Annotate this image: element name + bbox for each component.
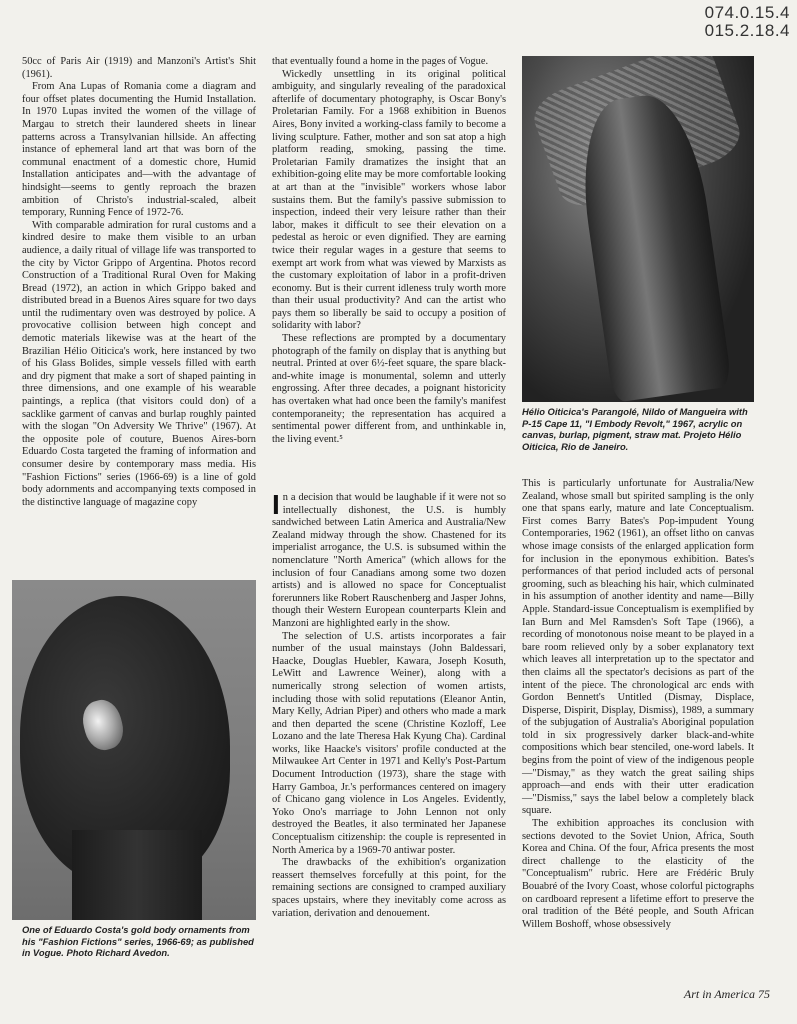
photo-gold-ornament-profile	[12, 580, 256, 920]
page-footer	[640, 987, 770, 1002]
magazine-name: Art in America	[683, 987, 755, 1001]
page-number: 75	[758, 987, 770, 1001]
archive-stamp-line1: 074.0.15.4	[704, 3, 790, 22]
paragraph-with-dropcap	[272, 489, 506, 631]
paragraph: With comparable admiration for rural customs and a kindred desire to make them visible to an urban audience, a daily ritual of village life was transported to the city by Victor Grippo of Argentina. Photos record Construction of a Traditional Rural Oven for Making Bread (1972), an action in which Grippo baked and distributed bread in a Buenos Aires square for two days until the rudimentary oven was destroyed by police. A provocative collision between high concept and demotic materials likewise was at the heart of the Brazilian Hélio Oiticica's work, here instanced by two of his Glass Bolides, simple vessels filled with earth and dry pigment that make a sort of shaped painting in three dimensions, and one example of his wearable paintings, a replica (that visitors could don) of a sacklike garment of canvas and burlap roughly painted with the slogan "On Adversity We Thrive" (1967). At the opposite pole of couture, Buenos Aires-born Eduardo Costa targeted the framing of information and consumer desire by contemporary mass media. His "Fashion Fictions" series (1966-69) is a line of gold body adornments and accompanying texts composed in the distinctive language of magazine copy	[22, 219, 256, 508]
paragraph: that eventually found a home in the pages of Vogue.	[272, 56, 489, 67]
paragraph-text: n a decision that would be laughable if it were not so intellectually dishonest, the U.S. is humbly sandwiched between Latin America and Australia/New Zealand midway through the show. Chastened for its imperialist arrogance, the U.S. is subsumed within the nomenclature "North America" (which allows for the inclusion of four Canadians among some two dozen artists) and is allowed no space for Conceptualist forerunners like Robert Rauschenberg and Jasper Johns, though their Western European counterparts Klein and Manzoni are highlighted early in the show.	[272, 492, 506, 629]
text-column-middle	[272, 56, 506, 446]
drop-cap: I	[272, 489, 280, 520]
archive-stamp-line2: 015.2.18.4	[704, 21, 790, 40]
text-column-middle-section	[272, 489, 506, 920]
paragraph: 50cc of Paris Air (1919) and Manzoni's Artist's Shit (1961).	[22, 56, 256, 80]
paragraph: Wickedly unsettling in its original political ambiguity, and singularly revealing of the paradoxical afterlife of documentary photography, is Oscar Bony's Proletarian Family. For a 1968 exhibition in Buenos Aires, Bony invited a working-class family to become a living sculpture. Father, mother and son sat atop a high platform reading, smoking, passing the time. Proletarian Family dramatizes the insight that an exhibition-going elite may be more comfortable looking at art than at the "invisible" workers whose labor sustains them. But the family's passive submission to inspection, indeed their very leisure rather than their labor, makes it difficult to see their elevation on a pedestal as heroic or even dignified. They are earning twice their regular wages in a gesture that seems to exempt art work from what was viewed by Marxists as the customary exploitation of labor in a profit-driven economy. But is their current idleness truly worth more than their usual productivity? And can the artist who pays them so liberally be said to occupy a position of solidarity with labor?	[272, 68, 506, 332]
paragraph: This is particularly unfortunate for Australia/New Zealand, whose small but spirited sampling is the only one that spans early, mature and late Conceptualism. First comes Barry Bates's Pop-impudent Young Contemporaries, 1962 (1961), an offset litho on canvas whose image consists of the enlarged application form for inclusion in the eponymous exhibition. Bates's performances of that period included acts of personal grooming, such as bleaching his hair, which culminated in his assumption of another identity and name—Billy Apple. Standard-issue Conceptualism is exemplified by Ian Burn and Mel Ramsden's Soft Tape (1966), a recording of monotonous noise meant to be played in a bare room relieved only by a sober explanatory text which leaves all interpretation up to the spectator and then claims all the spectator's decisions as part of the intent of the piece. The chronological arc ends with Gordon Bennett's Untitled (Dismay, Displace, Disperse, Dispirit, Display, Dismiss), 1989, a summary of the subjugation of Australia's Aboriginal population told in six progressively darker black-and-white compositions which bear stenciled, one-word labels. It begins from the point of view of the indigenous people—"Dismay," as they watch the great sailing ships approach—and ends with their utter eradication—"Dismiss," says the label below a completely black square.	[522, 478, 754, 817]
archive-stamp	[660, 4, 790, 40]
photo-neck-shape	[72, 830, 202, 920]
paragraph: From Ana Lupas of Romania come a diagram and four offset plates documenting the Humid Installation. In 1970 Lupas invited the women of the village of Margau to stretch their laundered sheets in linear patterns across a Transylvanian hillside. An affecting instance of ephemeral land art that was born of the communal enactment of a domestic chore, Humid Installation anticipates and—with the advantage of hindsight—seems to gently reproach the brazen ambition of Christo's industrial-scaled, albeit temporary, Running Fence of 1972-76.	[22, 81, 256, 219]
paragraph: The selection of U.S. artists incorporates a fair number of the usual mainstays (John Baldessari, Haacke, Douglas Huebler, Kawara, Joseph Kosuth, LeWitt and Lawrence Weiner), along with a numerically strong selection of women artists, including those with solid reputations (Eleanor Antin, Mary Kelly, Adrian Piper) and others who made a mark and then departed the scene (Christine Kozloff, Lee Lozano and the late Theresa Hak Kyung Cha). Cardinal works, like Haacke's visitors' profile conducted at the Milwaukee Art Center in 1971 and Kelly's Post-Partum Document Introduction (1973), share the stage with Harry Gamboa, Jr.'s performances centered on imagery of Chicano gang violence in Los Angeles. Evidently, Yoko Ono's marriage to John Lennon not only destroyed the Beatles, it also terminated her Japanese Conceptualism citizenship: the couple is represented in North America by a 1969-70 antiwar poster.	[272, 630, 506, 856]
paragraph: These reflections are prompted by a documentary photograph of the family on display that is anything but neutral. Printed at over 6½-feet square, the spare black-and-white image is monumental, solemn and utterly engrossing. After three decades, a poignant historicity has overtaken what had once been the family's manifest contemporaneity; the representation has acquired a sentimental power different from, and unthinkable in, the living event.⁵	[272, 333, 506, 445]
photo-caption: Hélio Oiticica's Parangolé, Nildo of Mangueira with P-15 Cape 11, "I Embody Revolt," 1967, acrylic on canvas, burlap, pigment, straw mat. Projeto Hélio Oiticica, Rio de Janeiro.	[522, 406, 748, 452]
text-column-left	[22, 56, 256, 509]
photo-caption: One of Eduardo Costa's gold body ornaments from his "Fashion Fictions" series, 1966-69; as published in Vogue. Photo Richard Avedon.	[22, 924, 254, 959]
photo-parangole	[522, 56, 754, 402]
text-column-right	[522, 478, 754, 931]
paragraph: The exhibition approaches its conclusion with sections devoted to the Soviet Union, Africa, South Korea and China. Of the four, Africa presents the most direct challenge to the elasticity of the "Conceptualism" rubric. Here are Frédéric Bruly Bouabré of the Ivory Coast, whose colorful pictographs on cardboard represent a lifetime effort to preserve the oral tradition of the Bété people, and South African Willem Boshoff, whose obsessively	[522, 818, 754, 930]
paragraph: The drawbacks of the exhibition's organization reassert themselves forcefully at this point, for the remaining sections are consigned to cramped auxiliary spaces upstairs, where they inevitably come across as variation, derivation and denouement.	[272, 857, 506, 919]
